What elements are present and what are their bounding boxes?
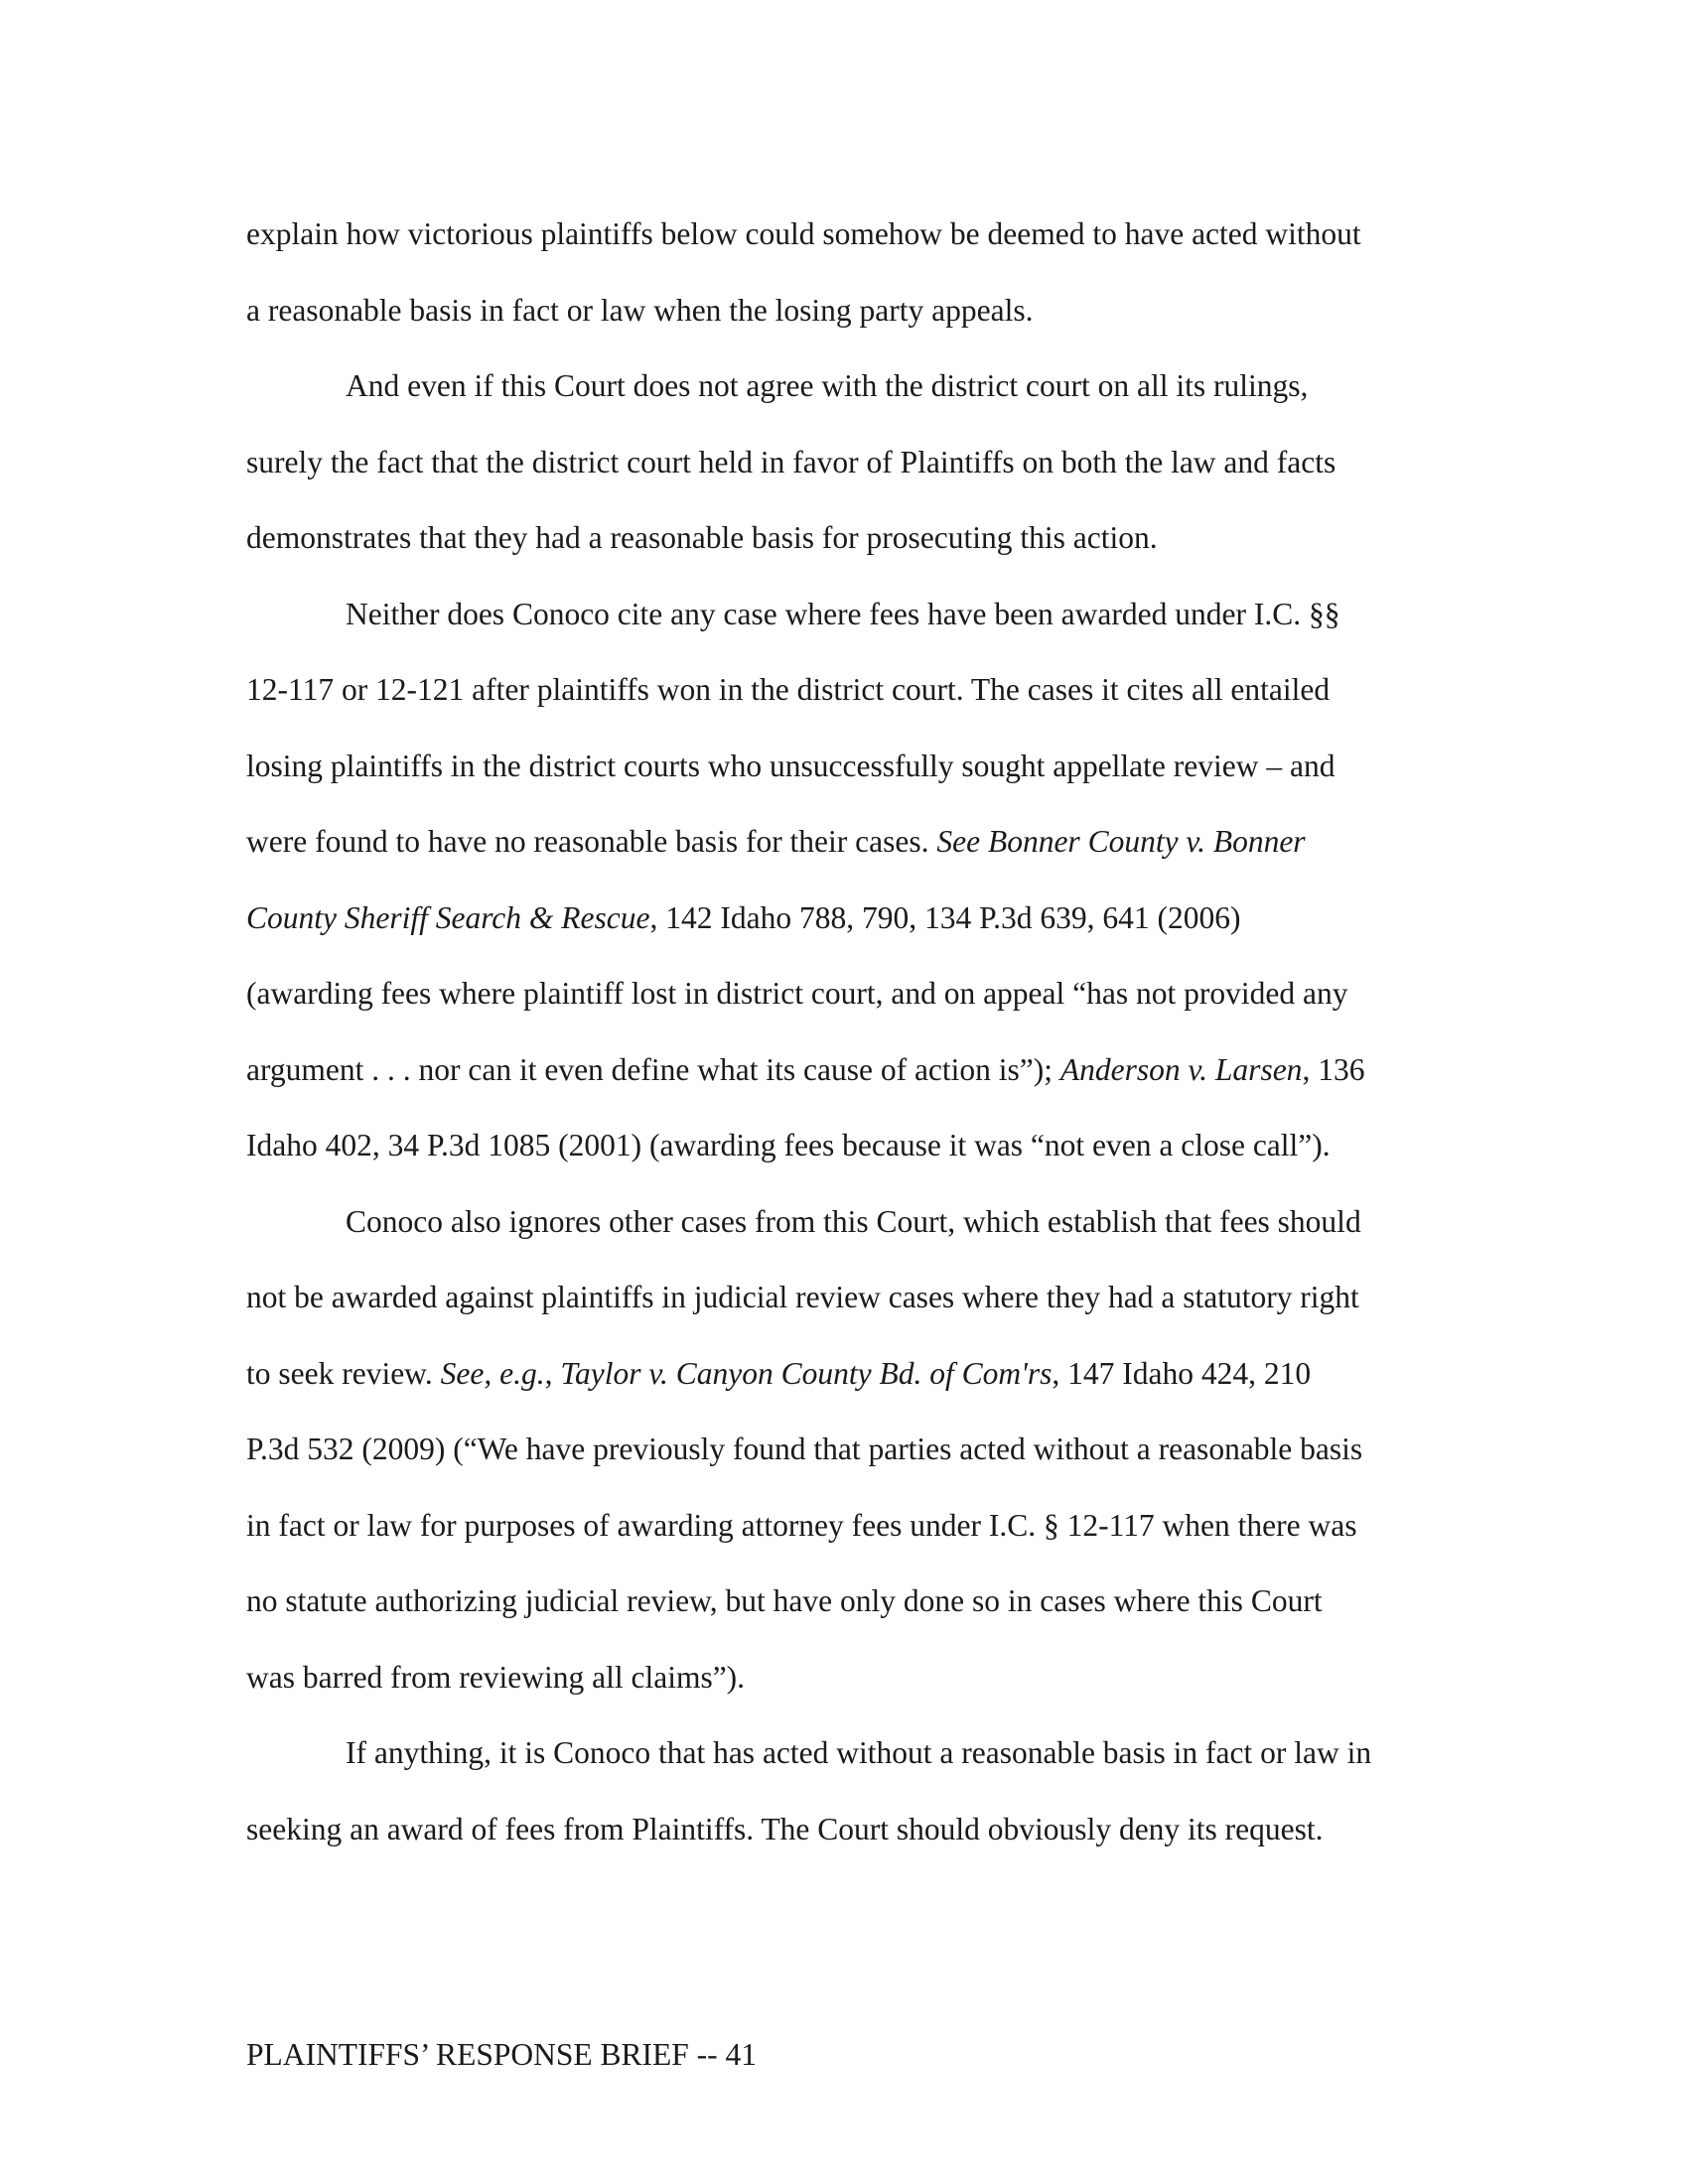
text-line bbox=[246, 1412, 1438, 1488]
text-line bbox=[246, 500, 1438, 577]
paragraph bbox=[246, 1715, 1438, 1867]
text-run: Conoco also ignores other cases from this Court, which establish that fees should bbox=[346, 1203, 1361, 1239]
page-footer: PLAINTIFFS’ RESPONSE BRIEF -- 41 bbox=[246, 2037, 757, 2072]
text-line bbox=[246, 881, 1438, 957]
text-line bbox=[246, 652, 1438, 729]
text-line bbox=[246, 425, 1438, 501]
text-line bbox=[246, 197, 1438, 273]
paragraph bbox=[246, 348, 1438, 577]
text-line bbox=[246, 1564, 1438, 1640]
text-run: Idaho 402, 34 P.3d 1085 (2001) (awarding fees because it was “not even a close call”). bbox=[246, 1128, 1331, 1162]
text-line bbox=[246, 1184, 1438, 1261]
document-body bbox=[246, 197, 1438, 1867]
text-line bbox=[246, 1336, 1438, 1413]
text-line bbox=[246, 1108, 1438, 1184]
text-run: was barred from reviewing all claims”). bbox=[246, 1659, 746, 1695]
paragraph bbox=[246, 577, 1438, 1184]
text-line bbox=[246, 1032, 1438, 1109]
case-citation: Taylor v. Canyon County Bd. of Com'rs bbox=[560, 1355, 1053, 1391]
text-line bbox=[246, 1640, 1438, 1716]
paragraph bbox=[246, 1184, 1438, 1716]
case-citation: Anderson v. Larsen bbox=[1059, 1051, 1303, 1087]
text-run: demonstrates that they had a reasonable basis for prosecuting this action. bbox=[246, 520, 1158, 555]
text-run: If anything, it is Conoco that has acted without a reasonable basis in fact or law in bbox=[346, 1735, 1372, 1770]
case-citation: See, e.g. bbox=[440, 1355, 545, 1391]
paragraph bbox=[246, 197, 1438, 348]
text-run: a reasonable basis in fact or law when the losing party appeals. bbox=[246, 292, 1034, 328]
case-citation: County Sheriff Search & Rescue bbox=[246, 899, 650, 935]
text-run: , 147 Idaho 424, 210 bbox=[1052, 1355, 1312, 1391]
text-run: , 136 bbox=[1302, 1051, 1365, 1087]
text-line bbox=[246, 1488, 1438, 1565]
text-line bbox=[246, 956, 1438, 1032]
case-citation: See Bonner County v. Bonner bbox=[936, 824, 1306, 859]
text-run: , 142 Idaho 788, 790, 134 P.3d 639, 641 (2006) bbox=[649, 899, 1241, 935]
text-run: in fact or law for purposes of awarding attorney fees under I.C. § 12-117 when there was bbox=[246, 1507, 1357, 1543]
text-run: no statute authorizing judicial review, but have only done so in cases where this Court bbox=[246, 1583, 1323, 1618]
text-run: 12-117 or 12-121 after plaintiffs won in the district court. The cases it cites all entailed bbox=[246, 672, 1331, 707]
text-line bbox=[246, 729, 1438, 805]
text-line bbox=[246, 1260, 1438, 1336]
text-run: , bbox=[544, 1355, 561, 1391]
text-run: And even if this Court does not agree with the district court on all its rulings, bbox=[346, 368, 1309, 403]
text-run: seeking an award of fees from Plaintiffs. The Court should obviously deny its request. bbox=[246, 1811, 1324, 1846]
text-line bbox=[246, 577, 1438, 653]
text-run: were found to have no reasonable basis for their cases. bbox=[246, 824, 937, 859]
text-line bbox=[246, 804, 1438, 881]
text-run: to seek review. bbox=[246, 1355, 441, 1391]
text-line bbox=[246, 1715, 1438, 1792]
text-run: P.3d 532 (2009) (“We have previously found that parties acted without a reasonable basis bbox=[246, 1432, 1363, 1466]
text-line bbox=[246, 348, 1438, 425]
text-run: surely the fact that the district court held in favor of Plaintiffs on both the law and facts bbox=[246, 444, 1336, 479]
text-run: not be awarded against plaintiffs in judicial review cases where they had a statutory right bbox=[246, 1280, 1359, 1314]
text-run: explain how victorious plaintiffs below could somehow be deemed to have acted without bbox=[246, 216, 1361, 251]
text-line bbox=[246, 1792, 1438, 1868]
text-run: losing plaintiffs in the district courts who unsuccessfully sought appellate review – and bbox=[246, 748, 1336, 783]
text-line bbox=[246, 273, 1438, 349]
text-run: (awarding fees where plaintiff lost in district court, and on appeal “has not provided any bbox=[246, 976, 1348, 1011]
text-run: argument . . . nor can it even define what its cause of action is”); bbox=[246, 1051, 1060, 1087]
text-run: Neither does Conoco cite any case where fees have been awarded under I.C. §§ bbox=[346, 596, 1340, 631]
